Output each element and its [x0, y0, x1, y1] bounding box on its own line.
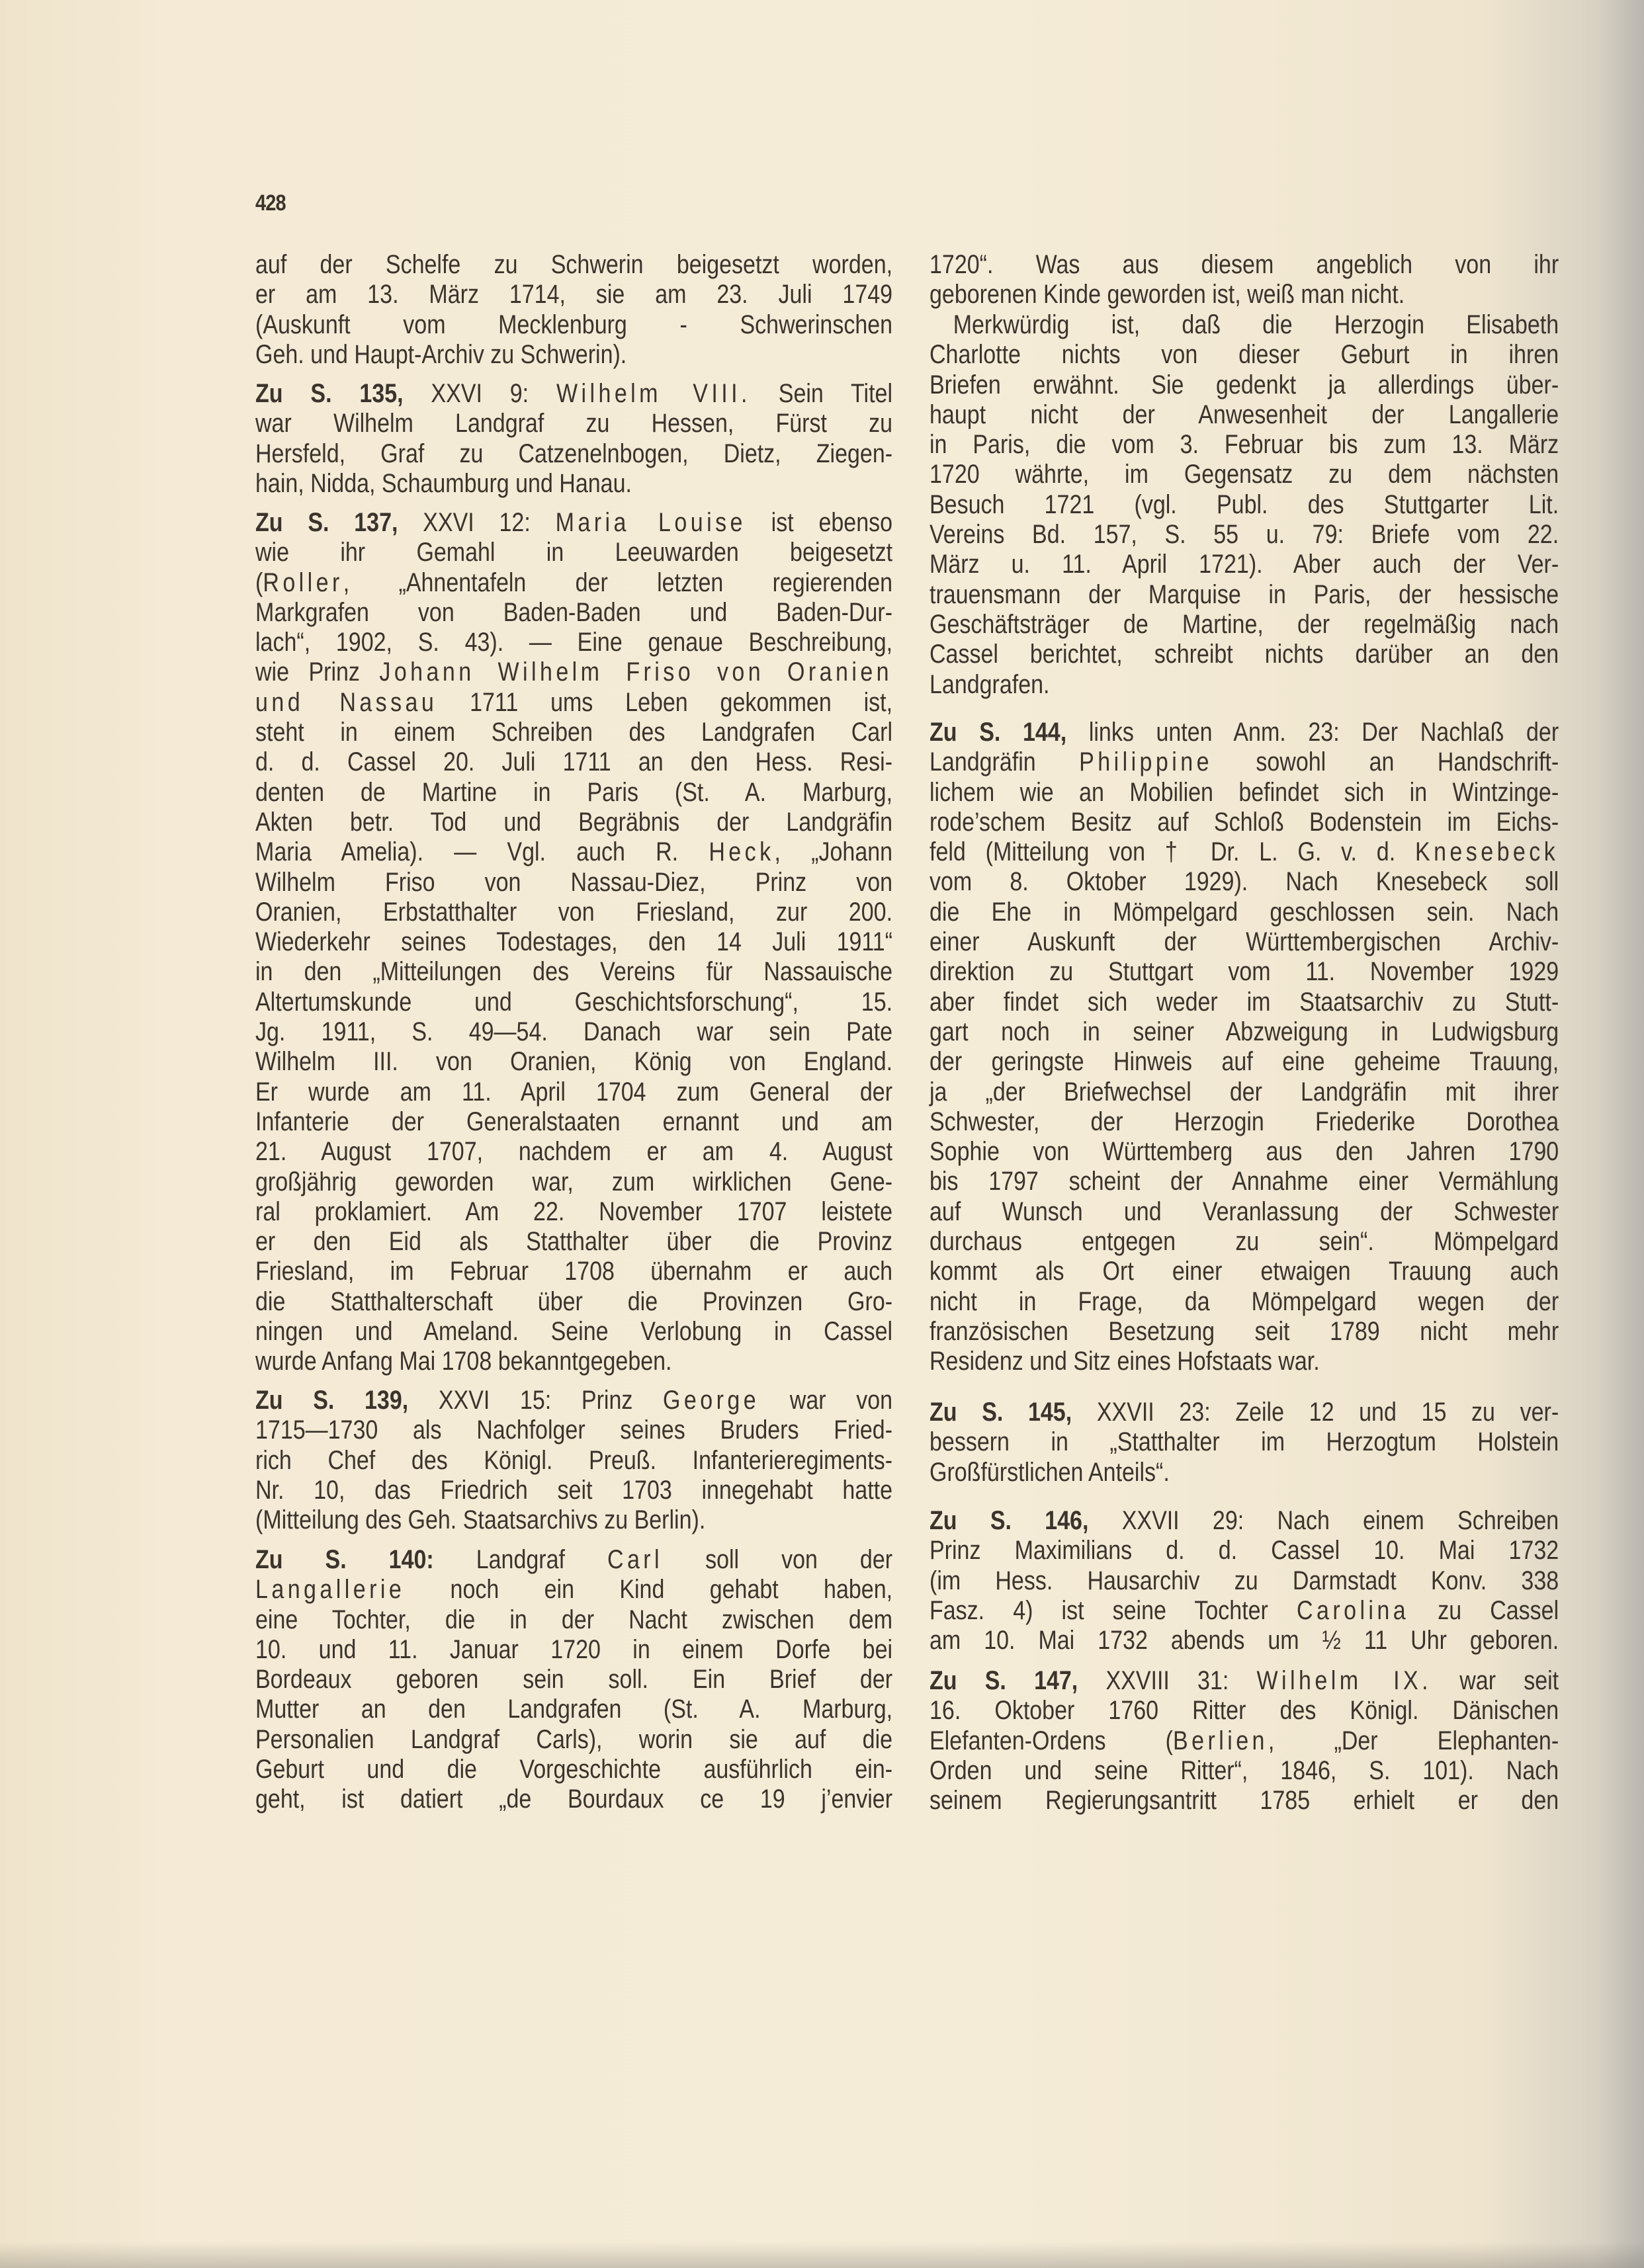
- text-line: [930, 898, 1559, 927]
- text-line: [255, 439, 892, 469]
- text-segment: denten de Martine in Paris (St. A. Marburg,: [255, 777, 893, 807]
- text-segment: Infanterie der Generalstaaten ernannt und am: [255, 1107, 893, 1136]
- text-segment: Friesland, im Februar 1708 übernahm er auch: [255, 1257, 893, 1286]
- text-segment: war seit: [1432, 1666, 1559, 1695]
- text-segment: vom 8. Oktober 1929). Nach Knesebeck soll: [930, 867, 1559, 897]
- text-segment: Landgraf: [433, 1545, 607, 1574]
- text-line: [255, 568, 892, 598]
- text-line: [930, 1696, 1559, 1726]
- text-segment: Briefen erwähnt. Sie gedenkt ja allerdings über-: [930, 370, 1559, 399]
- text-segment: 10. und 11. Januar 1720 in einem Dorfe bei: [255, 1634, 893, 1664]
- paragraph: [930, 1398, 1559, 1488]
- text-line: [255, 1785, 892, 1814]
- text-segment: (Mitteilung des Geh. Staatsarchivs zu Berlin).: [255, 1505, 706, 1535]
- spaced-name: Carl: [607, 1545, 664, 1574]
- text-segment: d. d. Cassel 20. Juli 1711 an den Hess. Resi-: [255, 747, 893, 777]
- text-segment: Wiederkehr seines Todestages, den 14 Juli 1911“: [255, 927, 893, 957]
- spaced-name: Heck: [709, 837, 775, 867]
- text-line: [255, 538, 892, 567]
- text-line: [255, 1077, 892, 1107]
- text-segment: , „Ahnentafeln der letzten regierenden: [343, 567, 893, 597]
- text-line: [255, 1197, 892, 1227]
- text-segment: geht, ist datiert „de Bourdaux ce 19 j’envier: [255, 1785, 893, 1814]
- text-segment: 1720“. Was aus diesem angeblich von ihr: [930, 250, 1559, 279]
- spaced-name: Maria Louise: [555, 508, 746, 537]
- text-line: [255, 508, 892, 538]
- text-segment: geborenen Kinde geworden ist, weiß man nicht.: [930, 280, 1405, 310]
- text-segment: Maria Amelia). — Vgl. auch R.: [255, 837, 709, 867]
- text-segment: 1720 währte, im Gegensatz zu dem nächsten: [930, 460, 1559, 489]
- text-segment: (Auskunft vom Mecklenburg - Schwerinschen: [255, 310, 893, 339]
- text-line: [255, 1047, 892, 1077]
- text-line: [255, 379, 892, 409]
- text-segment: Markgrafen von Baden-Baden und Baden-Dur-: [255, 597, 893, 627]
- text-segment: der geringste Hinweis auf eine geheime Trauung,: [930, 1047, 1559, 1077]
- text-segment: XXVII 23: Zeile 12 und 15 zu ver-: [1072, 1398, 1559, 1427]
- text-line: [255, 1695, 892, 1724]
- text-segment: seinem Regierungsantritt 1785 erhielt er den: [930, 1786, 1559, 1816]
- text-line: [930, 1566, 1559, 1596]
- text-line: [930, 1287, 1559, 1317]
- text-line: [930, 778, 1559, 808]
- spaced-name: Wilhelm IX.: [1256, 1666, 1432, 1695]
- text-segment: feld (Mitteilung von † Dr. L. G. v. d.: [930, 837, 1415, 867]
- text-line: [930, 400, 1559, 430]
- spaced-name: Carolina: [1296, 1595, 1410, 1625]
- text-line: [255, 1505, 892, 1535]
- text-line: [930, 640, 1559, 669]
- page-number: 428: [255, 190, 286, 216]
- text-segment: 1715—1730 als Nachfolger seines Bruders Fried-: [255, 1415, 893, 1445]
- text-line: [255, 340, 892, 370]
- spaced-name: und Nassau: [255, 687, 438, 717]
- text-line: [255, 1137, 892, 1167]
- note-reference-heading: Zu S. 146,: [930, 1506, 1089, 1535]
- note-reference-heading: Zu S. 140:: [255, 1545, 434, 1574]
- text-line: [255, 898, 892, 927]
- text-line: [255, 1725, 892, 1755]
- spaced-name: Roller: [263, 567, 343, 597]
- text-segment: großjährig geworden war, zum wirklichen Gene-: [255, 1167, 893, 1197]
- paragraph: [930, 1506, 1559, 1656]
- text-line: [255, 1227, 892, 1257]
- text-line: [255, 1386, 892, 1415]
- text-segment: 21. August 1707, nachdem er am 4. August: [255, 1137, 893, 1167]
- text-line: [255, 280, 892, 310]
- text-line: [255, 1347, 892, 1376]
- text-segment: lichem wie an Mobilien befindet sich in Wintzinge-: [930, 777, 1559, 807]
- text-segment: (im Hess. Hausarchiv zu Darmstadt Konv. 338: [930, 1566, 1559, 1595]
- text-line: [255, 1287, 892, 1317]
- text-line: [930, 1137, 1559, 1167]
- text-segment: Besuch 1721 (vgl. Publ. des Stuttgarter Lit.: [930, 489, 1559, 519]
- text-segment: Er wurde am 11. April 1704 zum General der: [255, 1077, 893, 1107]
- text-segment: gart noch in seiner Abzweigung in Ludwigsburg: [930, 1017, 1559, 1046]
- text-line: [930, 1726, 1559, 1756]
- text-line: [255, 250, 892, 280]
- text-segment: wurde Anfang Mai 1708 bekanntgegeben.: [255, 1347, 672, 1376]
- text-line: [255, 1605, 892, 1635]
- text-segment: Elefanten-Ordens (: [930, 1726, 1173, 1755]
- text-line: [255, 1476, 892, 1505]
- text-segment: wie Prinz: [255, 657, 380, 687]
- text-line: [255, 310, 892, 340]
- text-line: [930, 1786, 1559, 1816]
- text-segment: , „Johann: [774, 837, 893, 867]
- text-segment: (: [255, 567, 263, 597]
- text-segment: einer Auskunft der Württembergischen Archiv-: [930, 927, 1559, 957]
- text-line: [930, 867, 1559, 897]
- text-segment: auf der Schelfe zu Schwerin beigesetzt worden,: [255, 250, 893, 279]
- text-line: [255, 987, 892, 1017]
- text-line: [255, 837, 892, 867]
- text-segment: Landgrafen.: [930, 669, 1050, 699]
- text-line: [930, 340, 1559, 370]
- text-line: [930, 1167, 1559, 1197]
- text-line: [255, 1107, 892, 1137]
- text-line: [255, 927, 892, 957]
- text-segment: ist ebenso: [746, 508, 893, 537]
- text-segment: März u. 11. April 1721). Aber auch der Ver-: [930, 550, 1559, 579]
- text-segment: Residenz und Sitz eines Hofstaats war.: [930, 1347, 1320, 1376]
- text-line: [930, 520, 1559, 550]
- text-line: [255, 1545, 892, 1575]
- text-segment: Jg. 1911, S. 49—54. Danach war sein Pate: [255, 1017, 893, 1047]
- text-segment: direktion zu Stuttgart vom 11. November 1929: [930, 957, 1559, 987]
- text-segment: bessern in „Statthalter im Herzogtum Holstein: [930, 1427, 1559, 1457]
- text-segment: auf Wunsch und Veranlassung der Schwester: [930, 1197, 1559, 1226]
- text-line: [930, 460, 1559, 489]
- text-line: [255, 1257, 892, 1286]
- text-line: [930, 610, 1559, 640]
- text-line: [930, 1666, 1559, 1696]
- text-line: [930, 1197, 1559, 1227]
- text-segment: die Statthalterschaft über die Provinzen Gro-: [255, 1286, 893, 1316]
- spaced-name: Knesebeck: [1414, 837, 1559, 867]
- text-line: [255, 868, 892, 898]
- text-line: [930, 250, 1559, 280]
- scan-edge-shadow: [0, 2242, 1644, 2268]
- text-segment: Personalien Landgraf Carls), worin sie auf die: [255, 1724, 893, 1754]
- text-segment: sowohl an Handschrift-: [1212, 747, 1559, 777]
- text-segment: war von: [759, 1386, 893, 1415]
- text-line: [930, 1398, 1559, 1427]
- text-segment: rich Chef des Königl. Preuß. Infanterieregiments-: [255, 1445, 893, 1475]
- text-segment: trauensmann der Marquise in Paris, der hessische: [930, 579, 1559, 609]
- text-segment: Oranien, Erbstatthalter von Friesland, zur 200.: [255, 897, 893, 927]
- text-segment: noch ein Kind gehabt haben,: [405, 1575, 893, 1605]
- text-line: [930, 1017, 1559, 1047]
- text-line: [930, 1107, 1559, 1137]
- paragraph: [255, 1545, 892, 1815]
- spaced-name: Wilhelm VIII.: [556, 379, 751, 408]
- text-segment: XXVI 15: Prinz: [408, 1386, 664, 1415]
- paragraph: [255, 508, 892, 1377]
- paragraph: [930, 718, 1559, 1377]
- text-segment: Merkwürdig ist, daß die Herzogin Elisabeth: [953, 310, 1559, 339]
- spaced-name: Langallerie: [255, 1575, 406, 1605]
- spaced-name: George: [663, 1386, 760, 1415]
- paragraph: [930, 310, 1559, 700]
- text-line: [930, 1536, 1559, 1566]
- text-segment: haupt nicht der Anwesenheit der Langallerie: [930, 399, 1559, 429]
- note-reference-heading: Zu S. 144,: [930, 718, 1067, 747]
- text-segment: französischen Besetzung seit 1789 nicht mehr: [930, 1316, 1559, 1346]
- text-segment: Prinz Maximilians d. d. Cassel 10. Mai 1732: [930, 1536, 1559, 1566]
- spaced-name: Berlien: [1172, 1726, 1268, 1755]
- text-line: [930, 490, 1559, 520]
- text-line: [930, 747, 1559, 777]
- text-line: [930, 670, 1559, 700]
- text-segment: er am 13. März 1714, sie am 23. Juli 1749: [255, 280, 893, 310]
- text-segment: Geh. und Haupt-Archiv zu Schwerin).: [255, 339, 627, 369]
- note-reference-heading: Zu S. 137,: [255, 508, 398, 537]
- text-segment: Schwester, der Herzogin Friederike Dorothea: [930, 1107, 1559, 1136]
- text-segment: zu Cassel: [1409, 1595, 1559, 1625]
- text-segment: Orden und seine Ritter“, 1846, S. 101). Nach: [930, 1755, 1559, 1785]
- text-segment: kommt als Ort einer etwaigen Trauung auch: [930, 1257, 1559, 1286]
- text-line: [255, 1317, 892, 1347]
- text-line: [930, 1227, 1559, 1257]
- text-line: [930, 280, 1559, 310]
- text-segment: durchaus entgegen zu sein“. Mömpelgard: [930, 1227, 1559, 1257]
- text-line: [930, 370, 1559, 400]
- text-segment: 16. Oktober 1760 Ritter des Königl. Dänischen: [930, 1696, 1559, 1726]
- text-line: [255, 778, 892, 808]
- text-line: [930, 1756, 1559, 1786]
- text-segment: 1711 ums Leben gekommen ist,: [437, 687, 893, 717]
- text-segment: Hersfeld, Graf zu Catzenelnbogen, Dietz, Ziegen-: [255, 439, 893, 468]
- text-segment: Vereins Bd. 157, S. 55 u. 79: Briefe vom 22.: [930, 520, 1559, 550]
- text-line: [930, 1596, 1559, 1626]
- text-segment: Geschäftsträger de Martine, der regelmäßig nach: [930, 609, 1559, 639]
- text-line: [255, 957, 892, 987]
- text-segment: ral proklamiert. Am 22. November 1707 leistete: [255, 1197, 893, 1226]
- text-line: [930, 550, 1559, 579]
- text-line: [930, 1347, 1559, 1376]
- text-line: [930, 1317, 1559, 1347]
- text-line: [255, 1446, 892, 1476]
- text-segment: Landgräfin: [930, 747, 1080, 777]
- text-line: [255, 628, 892, 657]
- text-line: [930, 1506, 1559, 1536]
- text-line: [255, 598, 892, 628]
- text-line: [255, 1755, 892, 1785]
- text-line: [255, 808, 892, 837]
- text-segment: , „Der Elephanten-: [1268, 1726, 1559, 1755]
- paragraph: [930, 1666, 1559, 1816]
- spaced-name: Philippine: [1079, 747, 1213, 777]
- text-line: [930, 310, 1559, 340]
- text-segment: Charlotte nichts von dieser Geburt in ihren: [930, 340, 1559, 370]
- text-segment: Sein Titel: [750, 379, 893, 408]
- text-line: [255, 469, 892, 499]
- text-segment: Großfürstlichen Anteils“.: [930, 1457, 1170, 1487]
- text-line: [930, 1047, 1559, 1077]
- text-segment: lach“, 1902, S. 43). — Eine genaue Beschreibung,: [255, 628, 893, 657]
- text-line: [930, 1257, 1559, 1286]
- text-line: [255, 747, 892, 777]
- text-segment: Akten betr. Tod und Begräbnis der Landgräfin: [255, 807, 893, 837]
- text-line: [930, 1077, 1559, 1107]
- text-segment: soll von der: [663, 1545, 893, 1574]
- text-segment: eine Tochter, die in der Nacht zwischen dem: [255, 1605, 893, 1634]
- text-line: [255, 1635, 892, 1665]
- text-segment: Altertumskunde und Geschichtsforschung“, 15.: [255, 987, 893, 1017]
- text-line: [930, 927, 1559, 957]
- text-segment: ningen und Ameland. Seine Verlobung in Cassel: [255, 1317, 893, 1347]
- spaced-name: Johann Wilhelm Friso von Oranien: [379, 657, 893, 687]
- text-segment: Mutter an den Landgrafen (St. A. Marburg,: [255, 1695, 893, 1724]
- note-reference-heading: Zu S. 145,: [930, 1398, 1072, 1427]
- text-line: [930, 808, 1559, 837]
- text-line: [930, 1626, 1559, 1656]
- text-segment: aber findet sich weder im Staatsarchiv zu Stutt-: [930, 987, 1559, 1017]
- note-reference-heading: Zu S. 139,: [255, 1386, 409, 1415]
- text-line: [255, 1017, 892, 1047]
- note-reference-heading: Zu S. 135,: [255, 379, 404, 408]
- text-segment: am 10. Mai 1732 abends um ½ 11 Uhr geboren.: [930, 1626, 1559, 1656]
- text-segment: links unten Anm. 23: Der Nachlaß der: [1066, 718, 1559, 747]
- text-segment: Sophie von Württemberg aus den Jahren 1790: [930, 1137, 1559, 1167]
- text-segment: wie ihr Gemahl in Leeuwarden beigesetzt: [255, 538, 893, 567]
- text-segment: nicht in Frage, da Mömpelgard wegen der: [930, 1286, 1559, 1316]
- text-segment: bis 1797 scheint der Annahme einer Vermählung: [930, 1167, 1559, 1197]
- text-segment: XXVI 9:: [403, 379, 556, 408]
- text-line: [930, 837, 1559, 867]
- text-line: [255, 688, 892, 718]
- text-segment: in den „Mitteilungen des Vereins für Nassauische: [255, 957, 893, 987]
- text-segment: XXVIII 31:: [1078, 1666, 1257, 1695]
- text-segment: Wilhelm III. von Oranien, König von England.: [255, 1047, 893, 1077]
- text-line: [255, 1167, 892, 1197]
- text-line: [930, 430, 1559, 460]
- text-segment: Bordeaux geboren sein soll. Ein Brief der: [255, 1665, 893, 1695]
- text-line: [255, 657, 892, 687]
- text-segment: ja „der Briefwechsel der Landgräfin mit ihrer: [930, 1077, 1559, 1107]
- paragraph: [255, 1386, 892, 1535]
- text-segment: in Paris, die vom 3. Februar bis zum 13. März: [930, 430, 1559, 460]
- text-segment: XXVII 29: Nach einem Schreiben: [1088, 1506, 1559, 1535]
- text-segment: Fasz. 4) ist seine Tochter: [930, 1595, 1297, 1625]
- text-segment: er den Eid als Statthalter über die Provinz: [255, 1227, 893, 1257]
- text-line: [930, 957, 1559, 987]
- text-line: [255, 718, 892, 747]
- text-line: [255, 409, 892, 439]
- text-line: [930, 1427, 1559, 1457]
- text-segment: XXVI 12:: [398, 508, 556, 537]
- text-segment: steht in einem Schreiben des Landgrafen Carl: [255, 718, 893, 747]
- text-line: [930, 987, 1559, 1017]
- text-segment: war Wilhelm Landgraf zu Hessen, Fürst zu: [255, 409, 893, 439]
- note-reference-heading: Zu S. 147,: [930, 1666, 1078, 1695]
- paragraph: [930, 250, 1559, 310]
- text-segment: Geburt und die Vorgeschichte ausführlich ein-: [255, 1755, 893, 1785]
- text-line: [930, 580, 1559, 610]
- text-segment: Wilhelm Friso von Nassau-Diez, Prinz von: [255, 867, 893, 897]
- paragraph: [255, 379, 892, 499]
- text-segment: rode’schem Besitz auf Schloß Bodenstein im Eichs-: [930, 807, 1559, 837]
- text-segment: hain, Nidda, Schaumburg und Hanau.: [255, 468, 632, 498]
- text-segment: Cassel berichtet, schreibt nichts darüber an den: [930, 640, 1559, 669]
- text-segment: Nr. 10, das Friedrich seit 1703 innegehabt hatte: [255, 1475, 893, 1505]
- text-segment: die Ehe in Mömpelgard geschlossen sein. Nach: [930, 897, 1559, 927]
- text-line: [255, 1665, 892, 1695]
- text-line: [930, 1458, 1559, 1488]
- text-line: [930, 718, 1559, 747]
- text-line: [255, 1415, 892, 1445]
- text-line: [255, 1575, 892, 1605]
- paragraph: [255, 250, 892, 370]
